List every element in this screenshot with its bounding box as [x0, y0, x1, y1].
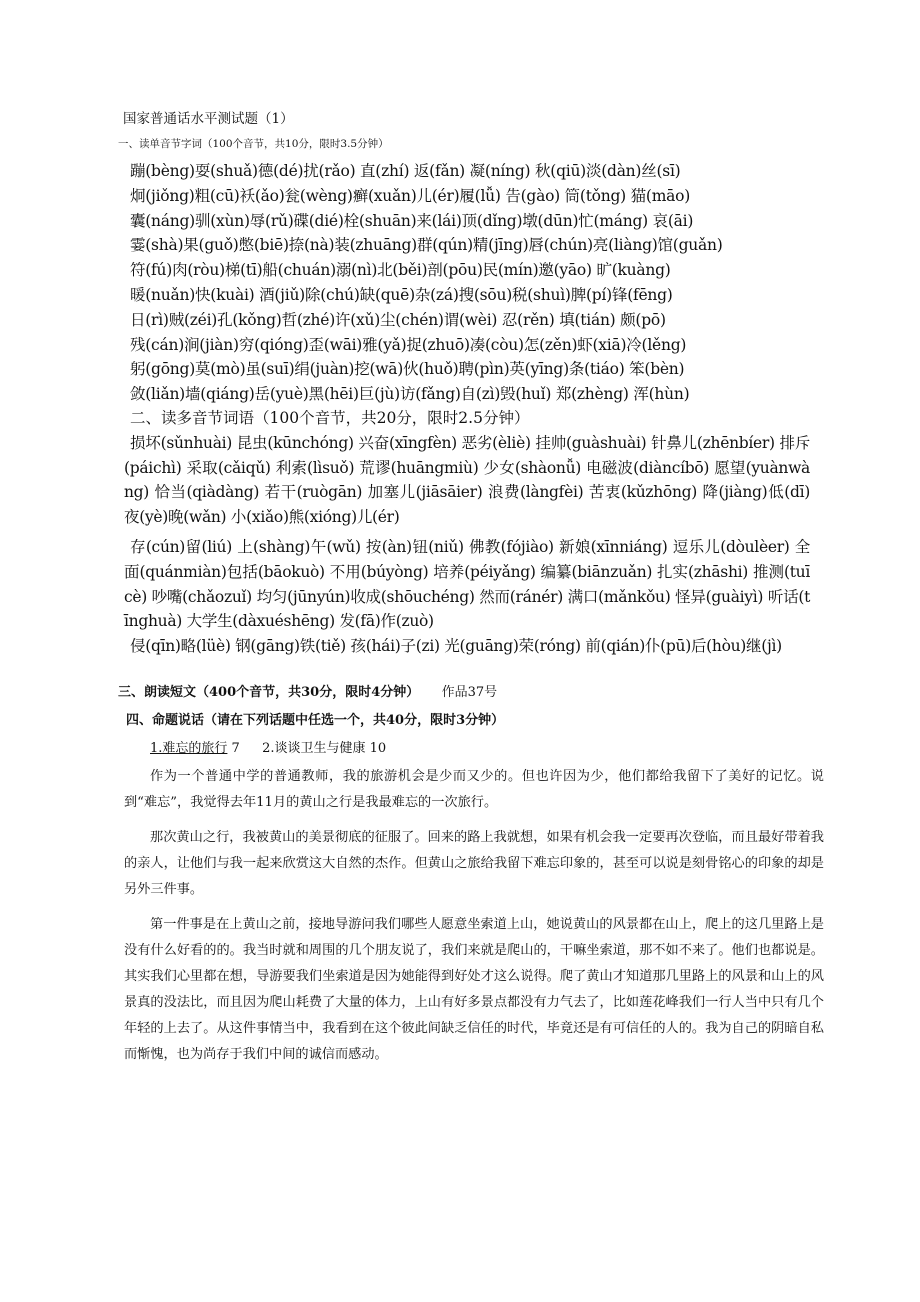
section1-word-list	[130, 159, 890, 407]
section1-line: 符(fú)肉(ròu)梯(tī)船(chuán)溺(nì)北(běi)剖(pōu)民(mín)邀(yāo) 旷(kuàng)	[130, 261, 671, 280]
section2-paragraph: 存(cún)留(liú) 上(shàng)午(wǔ) 按(àn)钮(niǔ) 佛教(fójiào) 新娘(xīnniáng) 逗乐儿(dòulèer) 全面(quánmiàn)包括(bāokuò) 不用(búyòng) 培养(péiyǎng) 编纂(biānzuǎn) 扎实(zhāshi) 推测(tuīcè) 吵嘴(chǎozuǐ) 均匀(jūnyún)收成(shōuchéng) 然而(ránér) 满口(mǎnkǒu) 怪异(guàiyì) 听话(tīnghuà) 大学生(dàxuéshēng) 发(fā)作(zuò)	[124, 537, 810, 631]
section4-topics	[150, 740, 386, 758]
section1-line: 暖(nuǎn)快(kuài) 酒(jiǔ)除(chú)缺(quē)杂(zá)搜(sōu)税(shuì)脾(pí)锋(fēng)	[130, 285, 673, 304]
section1-line: 囊(náng)驯(xùn)辱(rǔ)碟(dié)栓(shuān)来(lái)顶(dǐng)墩(dūn)忙(máng) 哀(āi)	[130, 211, 694, 230]
section2-block	[124, 406, 810, 659]
section1-line: 敛(liǎn)墙(qiáng)岳(yuè)黑(hēi)巨(jù)访(fǎng)自(zì)毁(huǐ) 郑(zhèng) 浑(hùn)	[130, 385, 690, 404]
section1-heading: 一、读单音节字词（100个音节，共10分，限时3.5分钟）	[118, 138, 389, 150]
essay-paragraph-text: 第一件事是在上黄山之前，接地导游问我们哪些人愿意坐索道上山，她说黄山的风景都在山上，爬上的这几里路上是没有什么好看的的。我当时就和周围的几个朋友说了，我们来就是爬山的，干嘛坐索道，那不如不来了。他们也都说是。其实我们心里都在想，导游要我们坐索道是因为她能得到好处才这么说得。爬了黄山才知道那几里路上的风景和山上的风景真的没法比，而且因为爬山耗费了大量的体力，上山有好多景点都没有力气去了，比如莲花峰我们一行人当中只有几个年轻的上去了。从这件事情当中，我看到在这个彼此间缺乏信任的时代，毕竟还是有可信任的人的。我为自己的阴暗自私而惭愧，也为尚存于我们中间的诚信而感动。	[124, 917, 824, 1062]
topic2-title: 2.谈谈卫生与健康 10	[262, 741, 387, 756]
essay-body	[124, 764, 824, 1068]
section3-heading: 三、朗读短文（400个音节，共30分，限时4分钟）	[118, 685, 420, 700]
essay-paragraph-text: 作为一个普通中学的普通教师，我的旅游机会是少而又少的。但也许因为少，他们都给我留下了美好的记忆。说到“难忘”，我觉得去年11月的黄山之行是我最难忘的一次旅行。	[124, 769, 824, 810]
section1-line: 炯(jiǒng)粗(cū)袄(ǎo)瓮(wèng)癣(xuǎn)儿(ér)履(lǚ) 告(gào) 筒(tǒng) 猫(māo)	[130, 186, 691, 205]
essay-paragraph	[124, 825, 824, 903]
section4-heading: 四、命题说话（请在下列话题中任选一个，共40分，限时3分钟）	[126, 713, 505, 728]
section2-paragraph: 侵(qīn)略(lüè) 钢(gāng)铁(tiě) 孩(hái)子(zi) 光(guāng)荣(róng) 前(qián)仆(pū)后(hòu)继(jì)	[130, 637, 782, 656]
essay-paragraph-text: 那次黄山之行，我被黄山的美景彻底的征服了。回来的路上我就想，如果有机会我一定要再次登临，而且最好带着我的亲人，让他们与我一起来欣赏这大自然的杰作。但黄山之旅给我留下难忘印象的，甚至可以说是刻骨铭心的印象的却是另外三件事。	[124, 830, 824, 897]
section2-paragraph: 损坏(sǔnhuài) 昆虫(kūnchóng) 兴奋(xīngfèn) 恶劣(èliè) 挂帅(guàshuài) 针鼻儿(zhēnbíer) 排斥(páichì) 采取(cǎiqǔ) 利索(lìsuǒ) 荒谬(huāngmiù) 少女(shàonǚ) 电磁波(diàncíbō) 愿望(yuànwàng) 恰当(qiàdàng) 若干(ruògān) 加塞儿(jiāsāier) 浪费(làngfèi) 苦衷(kǔzhōng) 降(jiàng)低(dī) 夜(yè)晚(wǎn) 小(xiǎo)熊(xióng)儿(ér)	[124, 433, 810, 527]
section1-line: 残(cán)涧(jiàn)穷(qióng)歪(wāi)雅(yǎ)捉(zhuō)凑(còu)怎(zěn)虾(xiā)冷(lěng)	[130, 335, 687, 354]
section1-line: 蹦(bèng)耍(shuǎ)德(dé)扰(rǎo) 直(zhí) 返(fǎn) 凝(níng) 秋(qiū)淡(dàn)丝(sī)	[130, 162, 681, 180]
topic1-title: 1.难忘的旅行	[150, 741, 228, 756]
section3-work: 作品37号	[441, 685, 498, 700]
topic1-score: 7	[231, 741, 240, 756]
section1-line: 霎(shà)果(guǒ)憋(biē)捺(nà)装(zhuāng)群(qún)精(jīng)唇(chún)亮(liàng)馆(guǎn)	[130, 236, 723, 255]
section2-heading: 二、读多音节词语（100个音节，共20分，限时2.5分钟）	[130, 409, 530, 427]
essay-paragraph	[124, 764, 824, 816]
section3-heading-row	[118, 684, 497, 702]
essay-paragraph	[124, 912, 824, 1068]
section1-line: 躬(gōng)莫(mò)虽(suī)绢(juàn)挖(wā)伙(huǒ)聘(pìn)英(yīng)条(tiáo) 笨(bèn)	[130, 360, 685, 379]
section1-line: 日(rì)贼(zéi)孔(kǒng)哲(zhé)许(xǔ)尘(chén)谓(wèi) 忍(rěn) 填(tián) 颇(pō)	[130, 310, 666, 329]
document-title: 国家普通话水平测试题（1）	[123, 111, 294, 127]
